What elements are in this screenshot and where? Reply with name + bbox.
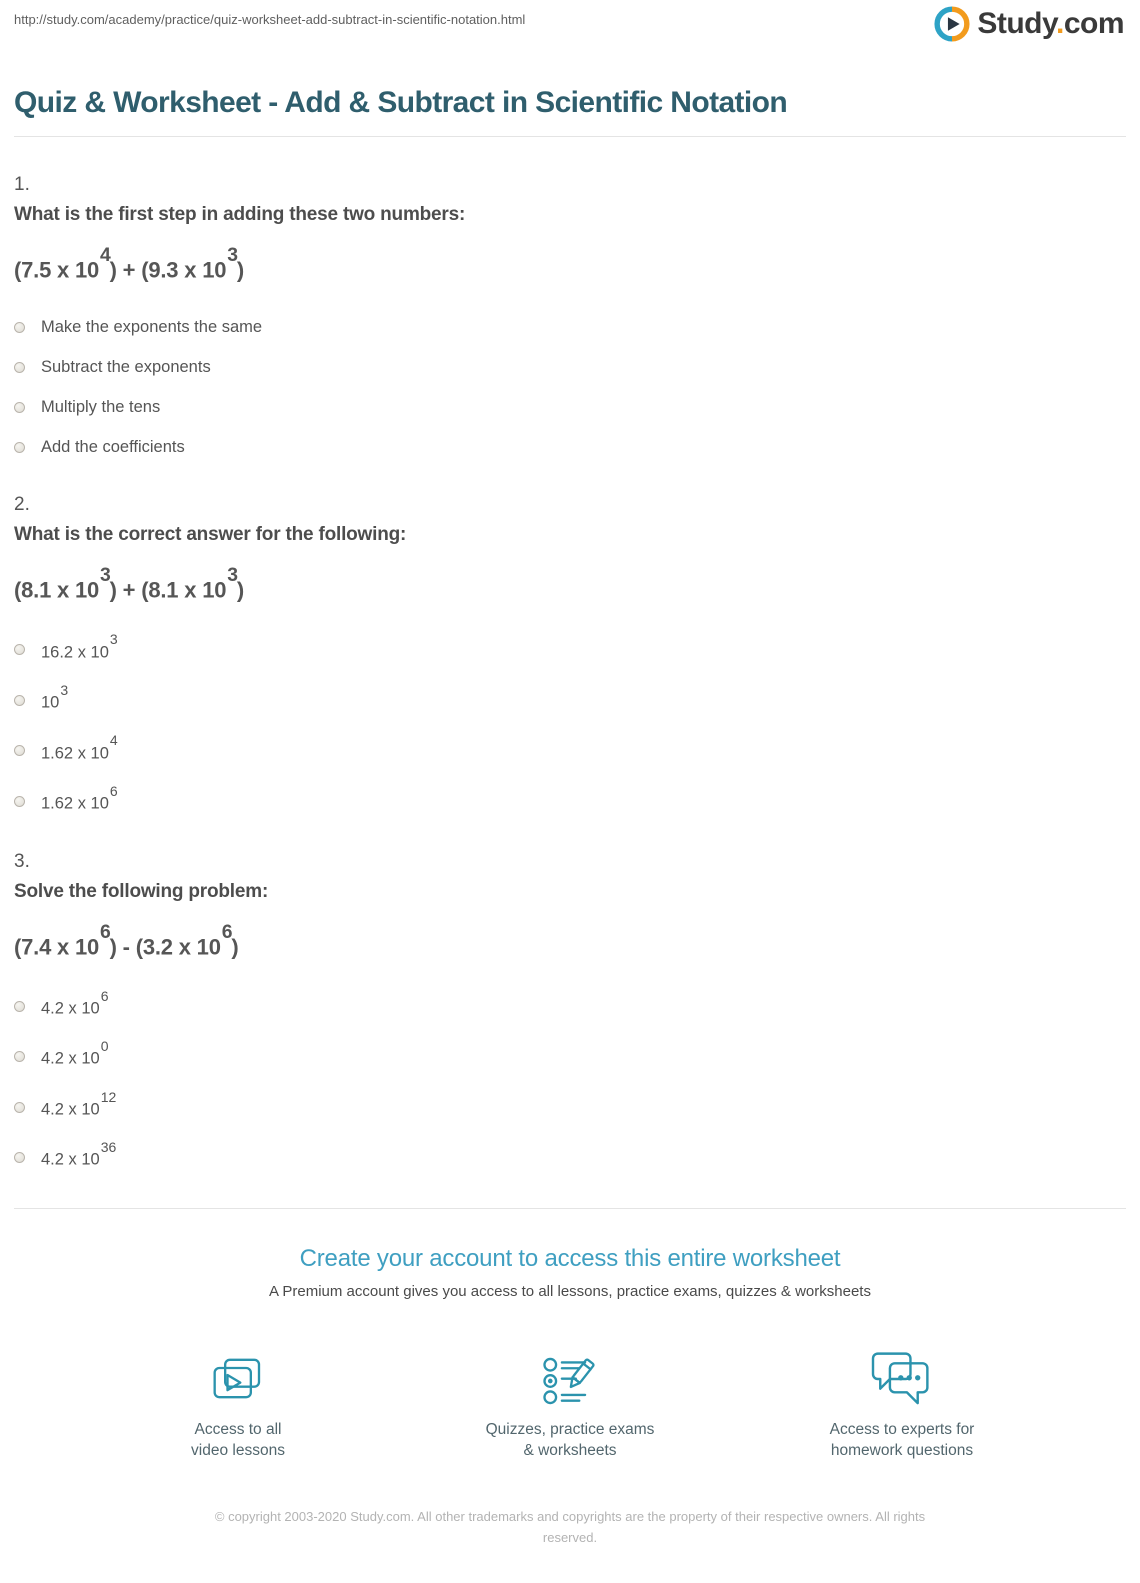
answer-option[interactable] (14, 782, 1126, 814)
feature-list (14, 1346, 1126, 1462)
option-label: Add the coefficients (41, 437, 185, 456)
option-label: 16.2 x $10^3$ (41, 631, 118, 662)
question-prompt: What is the correct answer for the following: (14, 524, 407, 546)
radio-button-icon[interactable] (14, 402, 25, 413)
radio-button-icon[interactable] (14, 1051, 25, 1062)
radio-button-icon[interactable] (14, 796, 25, 807)
studycom-logo[interactable] (934, 6, 1124, 42)
feature-video-lessons (128, 1346, 348, 1462)
question-number: 2. (14, 494, 30, 516)
question-2 (14, 494, 1126, 813)
radio-button-icon[interactable] (14, 695, 25, 706)
question-1 (14, 174, 1126, 457)
question-3 (14, 851, 1126, 1170)
radio-button-icon[interactable] (14, 745, 25, 756)
footer (14, 1245, 1126, 1583)
radio-button-icon[interactable] (14, 442, 25, 453)
option-label: Subtract the exponents (41, 357, 211, 376)
copyright-notice: © copyright 2003-2020 Study.com. All other trademarks and copyrights are the property of their respective owners. All rights reserved. (214, 1508, 926, 1546)
page-header (14, 0, 1126, 58)
radio-button-icon[interactable] (14, 362, 25, 373)
feature-label: Access to experts for homework questions (829, 1420, 975, 1459)
option-label: 1.62 x $10^6$ (41, 782, 118, 813)
answer-option[interactable] (14, 631, 1126, 663)
option-label: $10^3$ (41, 681, 69, 712)
answer-option[interactable] (14, 437, 1126, 457)
option-label: 4.2 x $10^{36}$ (41, 1139, 117, 1169)
answer-option[interactable] (14, 732, 1126, 764)
option-label: Multiply the tens (41, 397, 161, 416)
question-formula: (7.5 x $10^4) + (9.3$ x $10^3$) (14, 243, 244, 283)
premium-subtitle: A Premium account gives you access to all lessons, practice exams, quizzes & worksheets (269, 1282, 871, 1300)
expert-chat-icon (792, 1346, 1012, 1408)
footer-divider (14, 1208, 1126, 1209)
quiz-worksheet-icon (460, 1346, 680, 1408)
radio-button-icon[interactable] (14, 1001, 25, 1012)
answer-option[interactable] (14, 1088, 1126, 1120)
question-prompt: What is the first step in adding these two numbers: (14, 204, 466, 225)
feature-label: Quizzes, practice exams & worksheets (485, 1420, 655, 1459)
answer-option[interactable] (14, 987, 1126, 1019)
radio-button-icon[interactable] (14, 644, 25, 655)
question-formula: (7.4 x $10^6) - (3.2$ x $10^6$) (14, 920, 239, 959)
answer-option[interactable] (14, 397, 1126, 417)
option-label: 4.2 x $10^0$ (41, 1038, 109, 1068)
feature-quizzes-worksheets (460, 1346, 680, 1462)
page-title: Quiz & Worksheet - Add & Subtract in Scientific Notation (14, 86, 788, 119)
studycom-logo-icon (934, 6, 977, 42)
question-formula: (8.1 x $10^3) + (8.1$ x $10^3$) (14, 564, 244, 603)
radio-button-icon[interactable] (14, 1102, 25, 1113)
radio-button-icon[interactable] (14, 1152, 25, 1163)
feature-expert-help (792, 1346, 1012, 1462)
answer-options (14, 317, 1126, 457)
answer-option[interactable] (14, 1139, 1126, 1170)
option-label: 1.62 x $10^4$ (41, 732, 118, 763)
page-url: http://study.com/academy/practice/quiz-worksheet-add-subtract-in-scientific-notation.html (14, 12, 526, 27)
answer-options (14, 631, 1126, 814)
create-account-heading: Create your account to access this entire worksheet (299, 1244, 841, 1272)
answer-option[interactable] (14, 317, 1126, 337)
radio-button-icon[interactable] (14, 322, 25, 333)
question-prompt: Solve the following problem: (14, 880, 269, 902)
answer-option[interactable] (14, 681, 1126, 713)
title-divider (14, 136, 1126, 137)
answer-option[interactable] (14, 1038, 1126, 1069)
answer-option[interactable] (14, 357, 1126, 377)
question-number: 3. (14, 850, 30, 872)
studycom-logo-text: Study.com (977, 7, 1124, 40)
option-label: Make the exponents the same (41, 317, 263, 336)
video-lessons-icon (128, 1346, 348, 1408)
option-label: 4.2 x $10^6$ (41, 987, 109, 1018)
question-number: 1. (14, 174, 30, 195)
feature-label: Access to all video lessons (191, 1420, 285, 1459)
answer-options (14, 987, 1126, 1170)
option-label: 4.2 x $10^{12}$ (41, 1088, 117, 1119)
